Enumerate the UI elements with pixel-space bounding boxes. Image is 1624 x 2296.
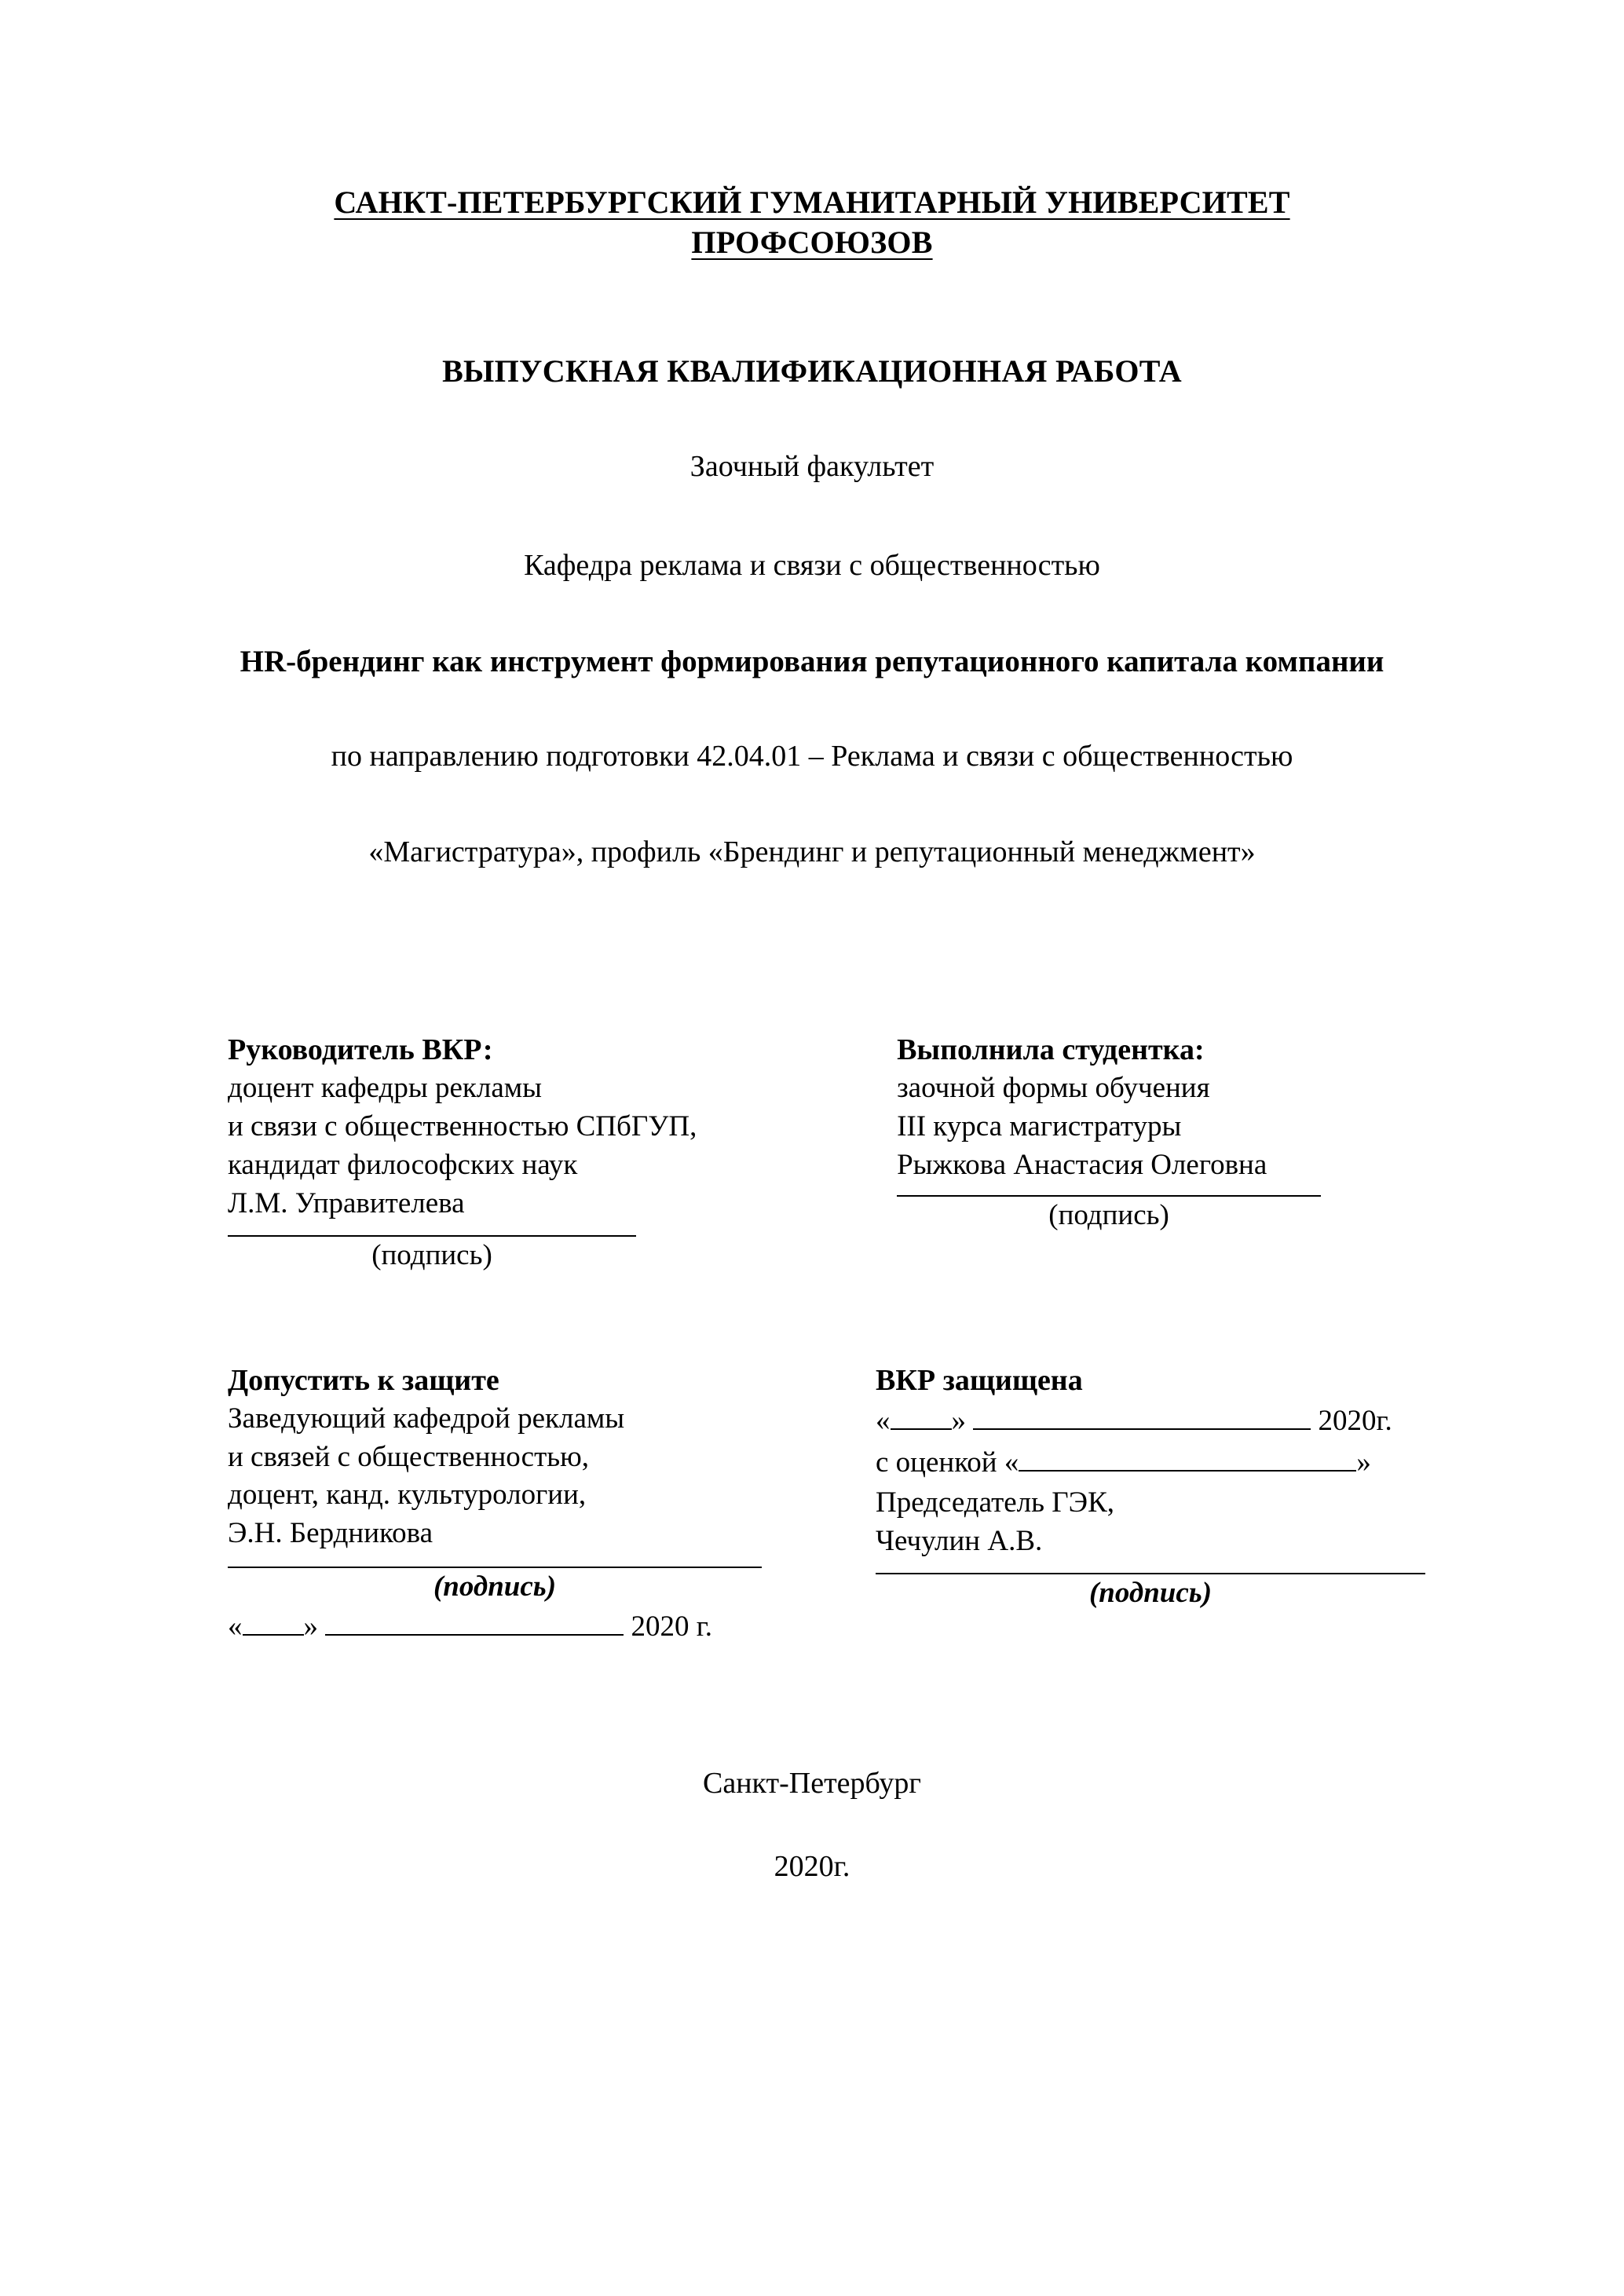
admission-month-blank[interactable] [325,1634,624,1636]
university-name: САНКТ-ПЕТЕРБУРГСКИЙ ГУМАНИТАРНЫЙ УНИВЕРСИТЕТ ПРОФСОЮЗОВ [334,185,1290,261]
defense-grade-quote-close: » [1356,1446,1371,1479]
student-block [783,1030,1396,1274]
student-heading: Выполнила студентка: [897,1033,1205,1067]
department-name: Кафедра реклама и связи с общественностью [524,549,1100,583]
supervisor-heading: Руководитель ВКР: [228,1033,493,1067]
signature-row-bottom [228,1361,1396,1648]
document-year: 2020г. [774,1849,850,1883]
defense-year: 2020г. [1311,1404,1392,1437]
work-type-heading: ВЫПУСКНАЯ КВАЛИФИКАЦИОННАЯ РАБОТА [442,353,1182,389]
admission-line-3: доцент, канд. культурологии, [228,1479,587,1512]
student-signature-caption: (подпись) [1048,1198,1169,1231]
student-line-1: заочной формы обучения [897,1072,1210,1105]
signature-row-top [228,1030,1396,1274]
student-line-2: III курса магистратуры [897,1110,1182,1143]
admission-heading: Допустить к защите [228,1363,499,1397]
supervisor-line-3: кандидат философских наук [228,1148,578,1181]
faculty-name: Заочный факультет [689,450,935,484]
student-name: Рыжкова Анастасия Олеговна [897,1148,1267,1181]
defense-date-quote-open: « [876,1404,891,1437]
defense-chair-line-2: Чечулин А.В. [876,1524,1043,1557]
defense-date-quote-close: » [951,1404,974,1437]
study-program: «Магистратура», профиль «Брендинг и репутационный менеджмент» [368,835,1256,869]
defense-grade-label: с оценкой « [876,1446,1019,1479]
admission-year: 2020 г. [624,1610,713,1643]
admission-name: Э.Н. Бердникова [228,1517,433,1550]
defense-grade-blank[interactable] [1019,1470,1356,1472]
supervisor-line-1: доцент кафедры рекламы [228,1072,543,1105]
defense-heading: ВКР защищена [876,1363,1083,1397]
defense-chair-line-1: Председатель ГЭК, [876,1486,1115,1519]
defense-month-blank[interactable] [973,1428,1311,1430]
study-direction: по направлению подготовки 42.04.01 – Реклама и связи с общественностью [331,740,1293,773]
admission-line-1: Заведующий кафедрой рекламы [228,1402,625,1435]
admission-signature-caption: (подпись) [433,1570,557,1603]
admission-block [228,1361,762,1648]
supervisor-line-2: и связи с общественностью СПбГУП, [228,1110,697,1143]
admission-date-quote-open: « [228,1610,243,1643]
defense-block [762,1361,1425,1648]
defense-grade-line [876,1442,1425,1484]
supervisor-signature-caption: (подпись) [371,1238,492,1271]
admission-day-blank[interactable] [243,1634,304,1636]
admission-line-2: и связей с общественностью, [228,1440,590,1473]
defense-signature-caption: (подпись) [1088,1576,1213,1609]
admission-date-quote-close: » [303,1610,326,1643]
supervisor-name: Л.М. Управителева [228,1186,465,1219]
defense-day-blank[interactable] [891,1428,952,1430]
city-name: Санкт-Петербург [702,1766,922,1800]
admission-date-line [228,1606,762,1648]
supervisor-block [228,1030,783,1274]
defense-date-line [876,1400,1425,1442]
thesis-title: HR-брендинг как инструмент формирования репутационного капитала компании [240,645,1384,679]
